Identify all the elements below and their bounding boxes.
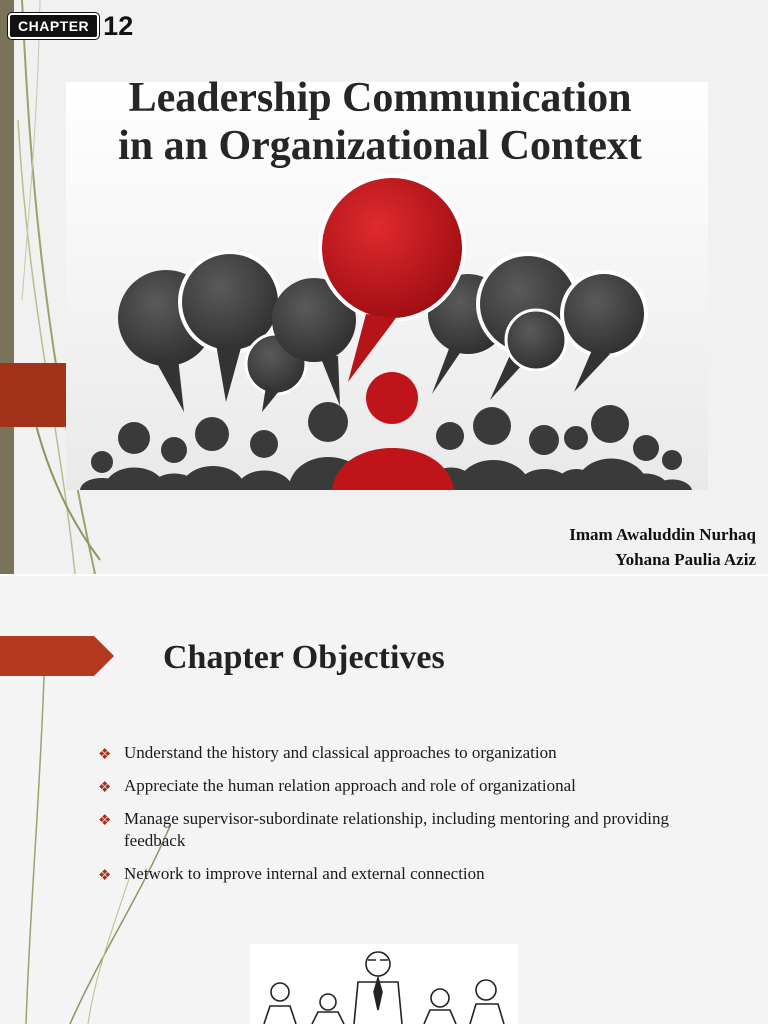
objectives-slide: [0, 576, 768, 1024]
chapter-badge-number: 12: [103, 10, 134, 41]
diamond-bullet-icon: ❖: [98, 778, 112, 796]
accent-tab: [0, 363, 66, 427]
leader-sketch-icon: [354, 952, 402, 1024]
author-list: [569, 522, 756, 572]
author-name: Imam Awaluddin Nurhaq: [569, 525, 756, 544]
objective-text: Manage supervisor-subordinate relationship, including mentoring and providing feedback: [124, 809, 669, 850]
business-people-cartoon: [250, 944, 518, 1024]
list-item: [98, 808, 698, 852]
accent-arrow-tab: [0, 636, 114, 676]
title-line-1: Leadership Communication: [128, 75, 632, 121]
objective-text: Understand the history and classical approaches to organization: [124, 743, 557, 762]
person-sketch-icon: [424, 989, 456, 1024]
person-sketch-icon: [470, 980, 504, 1024]
objectives-list: [98, 742, 698, 896]
chapter-badge-label: CHAPTER: [8, 13, 99, 39]
title-line-2: in an Organizational Context: [118, 123, 642, 169]
slide-title: [60, 74, 700, 170]
list-item: [98, 775, 698, 797]
diamond-bullet-icon: ❖: [98, 811, 112, 829]
objective-text: Network to improve internal and external connection: [124, 864, 485, 883]
objective-text: Appreciate the human relation approach and role of organizational: [124, 776, 576, 795]
diamond-bullet-icon: ❖: [98, 745, 112, 763]
list-item: [98, 863, 698, 885]
person-sketch-icon: [312, 994, 344, 1024]
chapter-badge: [8, 10, 134, 41]
diamond-bullet-icon: ❖: [98, 866, 112, 884]
edge-bar: [0, 0, 14, 574]
list-item: [98, 742, 698, 764]
author-name: Yohana Paulia Aziz: [615, 550, 756, 569]
objectives-heading: Chapter Objectives: [163, 639, 445, 676]
person-sketch-icon: [264, 983, 296, 1024]
